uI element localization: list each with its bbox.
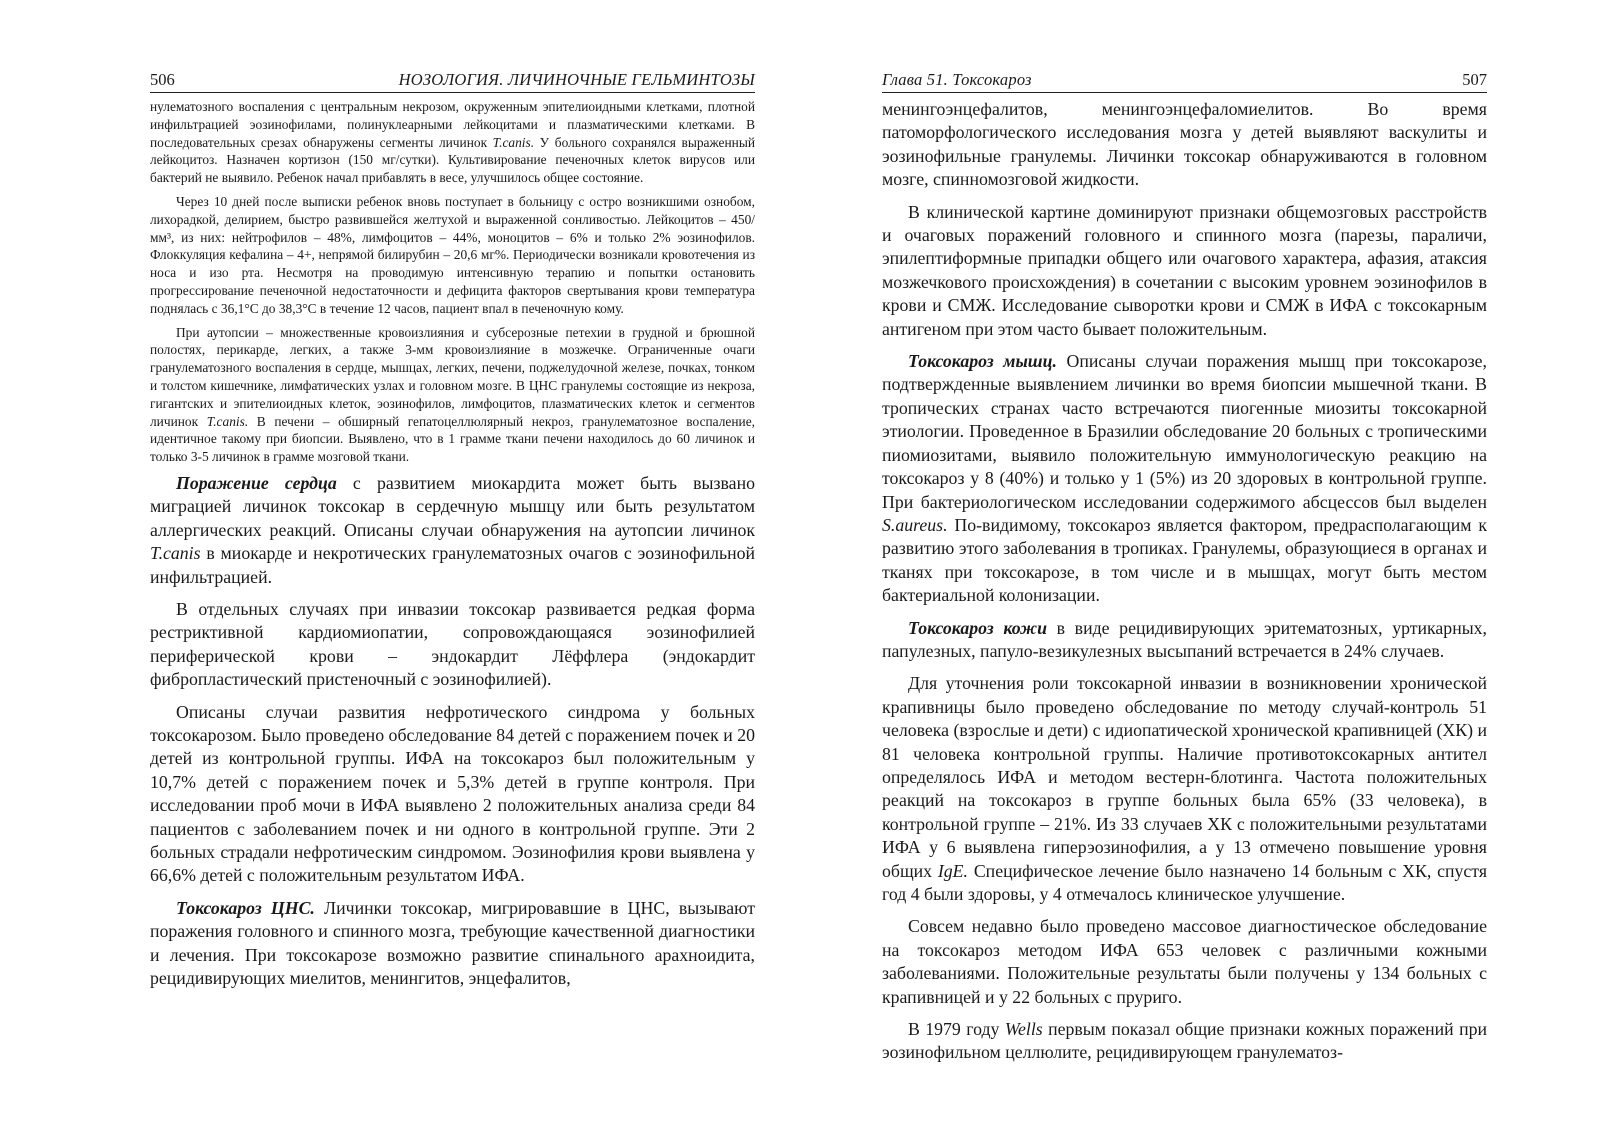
case-paragraph: Через 10 дней после выписки ребенок вновь поступает в больницу с остро возникшими ознобом, лихорадкой, делирием, быстро развившейся желтухой и выраженной сонливостью. Лейкоцитов – 450/мм³, из них: нейтрофилов – 48%, лимфоцитов – 44%, моноцитов – 6% и только 2% эозинофилов. Флоккуляция кефалина – 4+, непрямой билирубин – 20,6 мг%. Периодически возникали кровотечения из носа и изо рта. Несмотря на проводимую интенсивную терапию и попытки остановить прогрессирование печеночной недостаточности и дефицита факторов свертывания крови температура поднялась с 36,1°С до 38,3°С в течение 12 часов, пациент впал в печеночную кому.: [150, 193, 755, 316]
section-lead: Токсокароз кожи: [908, 617, 1047, 638]
running-title: НОЗОЛОГИЯ. ЛИЧИНОЧНЫЕ ГЕЛЬМИНТОЗЫ: [398, 70, 755, 89]
body-paragraph: В отдельных случаях при инвазии токсокар развивается редкая форма рестриктивной кардиомиопатии, сопровождающаяся эозинофилией периферической крови – эндокардит Лёффлера (эндокардит фибропластический пристеночный с эозинофилией).: [150, 598, 755, 690]
body-paragraph: Токсокароз мышц. Описаны случаи поражения мышц при токсокарозе, подтвержденные выявлением личинки во время биопсии мышечной ткани. В тропических странах часто встречаются пиогенные миозиты токсокарной этиологии. Проведенное в Бразилии обследование 20 больных с тропическими пиомиозитами, выявило положительную иммунологическую реакцию на токсокароз у 8 (40%) и только у 1 (5%) из 20 здоровых в контрольной группе. При бактериологическом исследовании содержимого абсцессов был выделен S.aureus. По-видимому, токсокароз является фактором, предрасполагающим к развитию этого заболевания в тропиках. Гранулемы, образующиеся в органах и тканях при токсокарозе, в том числе и в мышцах, могут быть местом бактериальной колонизации.: [882, 351, 1487, 606]
body-paragraph: Совсем недавно было проведено массовое диагностическое обследование на токсокароз методом ИФА 653 человек с различными кожными заболеваниями. Положительные результаты были получены у 134 больных с крапивницей и у 22 больных с пруриго.: [882, 916, 1487, 1007]
left-page: [150, 70, 755, 999]
running-head: [150, 70, 755, 93]
section-lead: Поражение сердца: [176, 472, 337, 493]
body-paragraph: Токсокароз ЦНС. Личинки токсокар, мигрировавшие в ЦНС, вызывают поражения головного и спинного мозга, требующие качественной диагностики и лечения. При токсокарозе возможно развитие спинального арахноидита, рецидивирующих миелитов, менингитов, энцефалитов,: [150, 897, 756, 989]
section-lead: Токсокароз мышц.: [908, 351, 1057, 372]
body-paragraph: Поражение сердца с развитием миокардита может быть вызвано миграцией личинок токсокар в сердечную мышцу или быть результатом аллергических реакций. Описаны случаи обнаружения на аутопсии личинок T.canis в миокарде и некротических гранулематозных очагов с эозинофильной инфильтрацией.: [150, 472, 755, 587]
case-paragraph: нулематозного воспаления с центральным некрозом, окруженным эпителиоидными клетками, плотной инфильтрацией эозинофилами, полинуклеарными лейкоцитами и плазматическими клетками. В последовательных срезах обнаружены сегменты личинок T.canis. У больного сохранялся выраженный лейкоцитоз. Назначен кортизон (150 мг/сутки). Культивирование печеночных клеток вирусов или бактерий не выявило. Ребенок начал прибавлять в весе, улучшилось общее состояние.: [150, 99, 755, 186]
running-head: [882, 70, 1487, 93]
body-paragraph: В клинической картине доминируют признаки общемозговых расстройств и очаговых поражений головного и спинного мозга (парезы, параличи, эпилептиформные припадки общего или очагового характера, афазия, атаксия мозжечкового происхождения) в сочетании с высоким уровнем эозинофилов в крови и СМЖ. Исследование сыворотки крови и СМЖ в ИФА с токсокарным антигеном при этом часто бывает положительным.: [882, 201, 1487, 339]
right-page: [882, 70, 1487, 1074]
page-number: 507: [1462, 70, 1487, 89]
body-paragraph: менингоэнцефалитов, менингоэнцефаломиелитов. Во время патоморфологического исследования мозга у детей выявляют васкулиты и эозинофильные гранулемы. Личинки токсокар обнаруживаются в головном мозге, спинномозговой жидкости.: [882, 99, 1487, 190]
section-lead: Токсокароз ЦНС.: [176, 897, 315, 918]
page-number: 506: [150, 70, 175, 89]
running-title: Глава 51. Токсокароз: [882, 70, 1032, 89]
body-paragraph: Для уточнения роли токсокарной инвазии в возникновении хронической крапивницы было проведено обследование по методу случай-контроль 51 человека (взрослые и дети) с идиопатической хронической крапивницей (ХК) и 81 человека контрольной группы. Наличие противотоксокарных антител определялось ИФА и методом вестерн-блотинга. Частота положительных реакций на токсокароз в группе больных была 65% (33 человека), в контрольной группе – 21%. Из 33 случаев ХК с положительными результатами ИФА у 6 выявлена гиперэозинофилия, а у 13 отмечено повышение уровня общих IgE. Специфическое лечение было назначено 14 больным с ХК, спустя год 4 были здоровы, у 4 отмечалось клиническое улучшение.: [882, 673, 1487, 904]
body-paragraph: В 1979 году Wells первым показал общие признаки кожных поражений при эозинофильном целлюлите, рецидивирующем гранулематоз-: [882, 1019, 1487, 1063]
body-paragraph: Токсокароз кожи в виде рецидивирующих эритематозных, уртикарных, папулезных, папуло-везикулезных высыпаний встречается в 24% случаев.: [882, 617, 1487, 661]
body-paragraph: Описаны случаи развития нефротического синдрома у больных токсокарозом. Было проведено обследование 84 детей с поражением почек и 20 детей из контрольной группы. ИФА на токсокароз был положительным у 10,7% детей с поражением почек и 5,3% детей в группе контроля. При исследовании проб мочи в ИФА выявлено 2 положительных анализа среди 84 пациентов с заболеванием почек и ни одного в контрольной группе. Эти 2 больных страдали нефротическим синдромом. Эозинофилия крови выявлена у 66,6% детей с положительным результатом ИФА.: [150, 701, 755, 886]
case-paragraph: При аутопсии – множественные кровоизлияния и субсерозные петехии в грудной и брюшной полостях, перикарде, легких, а также 3-мм кровоизлияние в мозжечке. Ограниченные очаги гранулематозного воспаления в сердце, мышцах, легких, печени, поджелудочной железе, почках, тонком и толстом кишечнике, лимфатических узлах и головном мозге. В ЦНС гранулемы состоящие из некроза, гигантских и эпителиоидных клеток, эозинофилов, лимфоцитов, плазматических клеток и сегментов личинок T.canis. В печени – обширный гепатоцеллюлярный некроз, гранулематозное воспаление, идентичное такому при биопсии. Выявлено, что в 1 грамме ткани печени находилось до 60 личинок и только 3-5 личинок в грамме мозговой ткани.: [150, 324, 755, 465]
